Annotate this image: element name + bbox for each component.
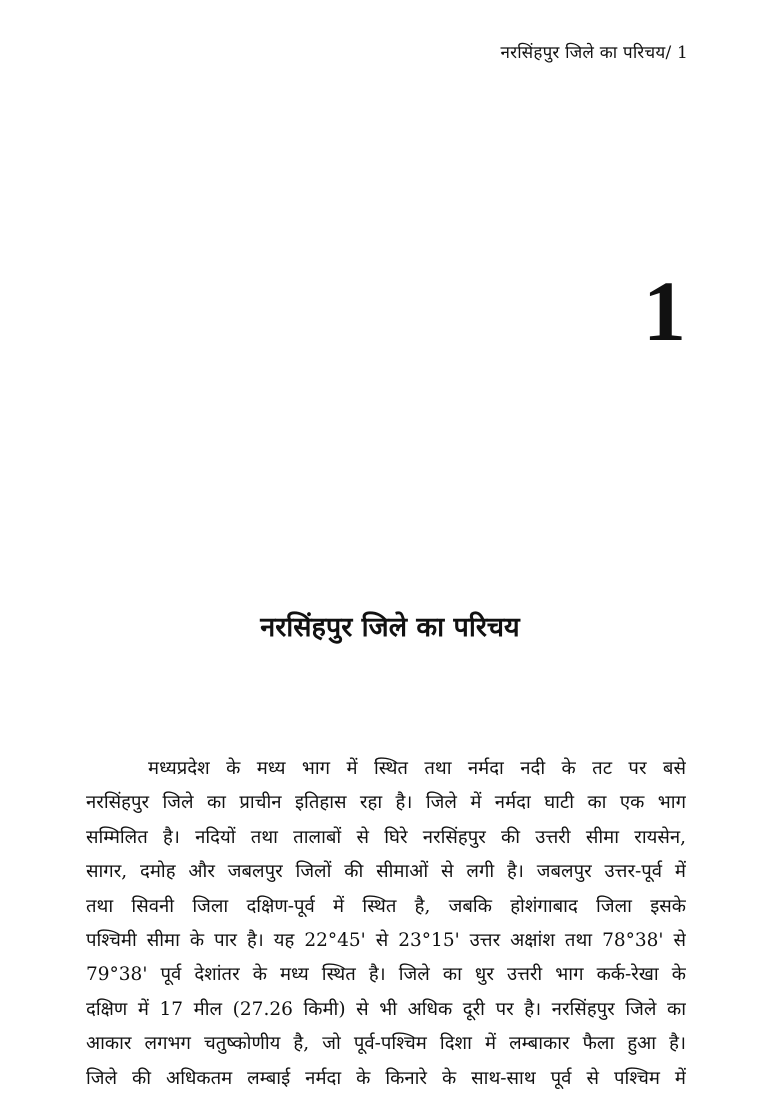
body-paragraph xyxy=(86,752,686,1102)
paragraph-line: 79°38' पूर्व देशांतर के मध्य स्थित है। जिले का धुर उत्तरी भाग कर्क-रेखा के xyxy=(86,964,686,986)
paragraph-line: आकार लगभग चतुष्कोणीय है, जो पूर्व-पश्चिम दिशा में लम्बाकार फैला हुआ है। xyxy=(86,1033,686,1055)
running-header: नरसिंहपुर जिले का परिचय/ 1 xyxy=(500,43,688,63)
paragraph-line: सम्मिलित है। नदियों तथा तालाबों से घिरे नरसिंहपुर की उत्तरी सीमा रायसेन, xyxy=(86,826,686,848)
paragraph-line: नरसिंहपुर जिले का प्राचीन इतिहास रहा है। जिले में नर्मदा घाटी का एक भाग xyxy=(86,792,686,814)
chapter-title: नरसिंहपुर जिले का परिचय xyxy=(260,612,520,643)
paragraph-line: मध्यप्रदेश के मध्य भाग में स्थित तथा नर्मदा नदी के तट पर बसे xyxy=(148,758,686,779)
paragraph-line: जिले की अधिकतम लम्बाई नर्मदा के किनारे के साथ-साथ पूर्व से पश्चिम में xyxy=(86,1067,686,1089)
paragraph-line: सागर, दमोह और जबलपुर जिलों की सीमाओं से लगी है। जबलपुर उत्तर-पूर्व में xyxy=(86,861,686,883)
chapter-number: 1 xyxy=(643,263,686,359)
paragraph-line: पश्चिमी सीमा के पार है। यह 22°45' से 23°15' उत्तर अक्षांश तथा 78°38' से xyxy=(86,929,686,951)
paragraph-line: दक्षिण में 17 मील (27.26 किमी) से भी अधिक दूरी पर है। नरसिंहपुर जिले का xyxy=(86,998,686,1020)
paragraph-line: तथा सिवनी जिला दक्षिण-पूर्व में स्थित है, जबकि होशंगाबाद जिला इसके xyxy=(86,895,686,917)
